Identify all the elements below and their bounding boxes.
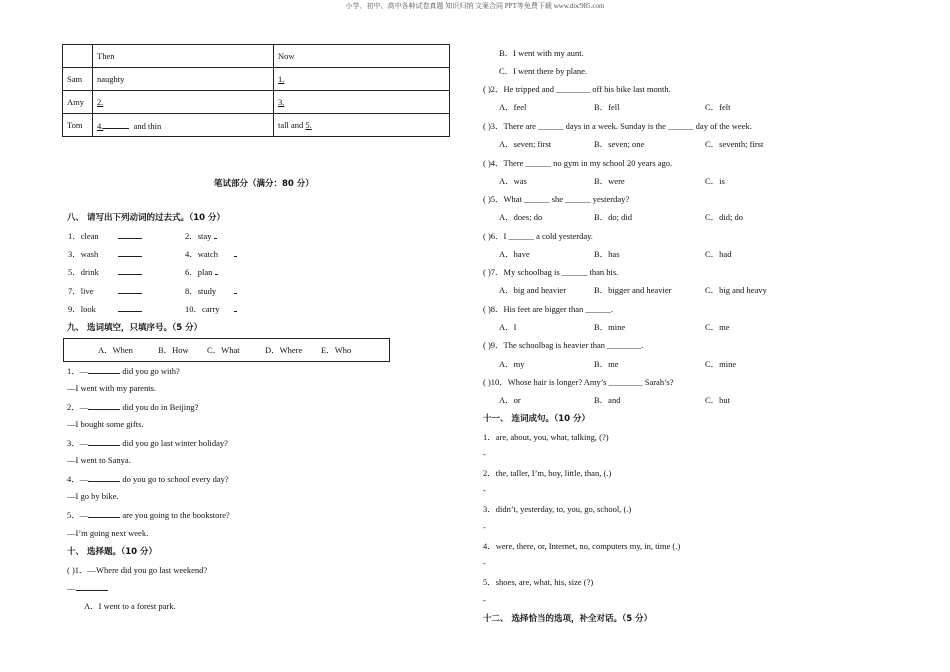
table-cell: Then	[93, 45, 274, 68]
dialogue-line: —I go by bike.	[67, 491, 119, 501]
table-cell	[63, 45, 93, 68]
blank-1[interactable]: 1.	[278, 74, 285, 84]
question: ( )7．My schoolbag is ______ than his.	[483, 267, 619, 277]
blank-4[interactable]: 4.	[97, 120, 104, 131]
option: C．mine	[705, 359, 737, 369]
section-9-title: 九、 选词填空，只填序号。（5 分）	[67, 323, 203, 333]
sentence-item: 2．the, taller, I’m, boy, little, than, (.)	[483, 468, 612, 478]
option: B．and	[594, 395, 621, 405]
verb-item: 9．look	[68, 304, 96, 314]
option: A．seven; first	[499, 139, 552, 149]
question: ( )2．He tripped and ________ off his bike last month.	[483, 84, 671, 94]
answer-line: -	[483, 558, 486, 568]
option: E．Who	[321, 345, 352, 355]
option: C．me	[705, 322, 730, 332]
answer-blank[interactable]	[118, 303, 142, 312]
option: B．do; did	[594, 212, 633, 222]
table-cell: naughty	[93, 68, 274, 91]
table-cell	[93, 91, 274, 114]
option: B．me	[594, 359, 619, 369]
dialogue-line: —I went with my parents.	[67, 383, 156, 393]
question: ( )1．—Where did you go last weekend?	[67, 565, 208, 575]
dialogue-line: 5．— are you going to the bookstore?	[67, 510, 230, 520]
option: C．did; do	[705, 212, 744, 222]
verb-item: 1．clean	[68, 231, 99, 241]
dialogue-line: —I’m going next week.	[67, 528, 149, 538]
option: A．big and heavier	[499, 285, 567, 295]
option: D．Where	[265, 345, 303, 355]
blank-5[interactable]: 5.	[305, 120, 312, 130]
section-11-title: 十一、 连词成句。（10 分）	[483, 414, 590, 424]
sentence-item: 5．shoes, are, what, his, size (?)	[483, 577, 594, 587]
verb-item: 10．carry	[185, 304, 220, 314]
blank-2[interactable]: 2.	[97, 97, 104, 107]
dialogue-line: 1．— did you go with?	[67, 366, 180, 376]
option: C．is	[705, 176, 725, 186]
answer-blank[interactable]	[118, 248, 142, 257]
option: B．seven; one	[594, 139, 645, 149]
table-row	[63, 45, 450, 68]
option: C．seventh; first	[705, 139, 764, 149]
option: B．fell	[594, 102, 620, 112]
answer-line: —	[67, 582, 108, 593]
sentence-item: 4．were, there, or, Internet, no, computers my, in, time (.)	[483, 541, 681, 551]
written-section-title: 笔试部分（满分：80 分）	[214, 179, 314, 189]
option: A．or	[499, 395, 521, 405]
verb-item: 3．wash	[68, 249, 99, 259]
cell-text: and thin	[133, 120, 162, 131]
section-12-title: 十二、 选择恰当的选项，补全对话。（5 分）	[483, 614, 653, 624]
answer-blank[interactable]	[118, 285, 142, 294]
table-cell: Amy	[63, 91, 93, 114]
option: B．has	[594, 249, 620, 259]
option: B．bigger and heavier	[594, 285, 672, 295]
option: A．feel	[499, 102, 527, 112]
table-cell: Sam	[63, 68, 93, 91]
table-cell	[274, 114, 450, 137]
verb-item: 4．watch	[185, 249, 219, 259]
table-cell: Now	[274, 45, 450, 68]
dialogue-line: 4．— do you go to school every day?	[67, 474, 229, 484]
page-header: 小学、初中、高中各种试卷真题 知识归纳 文案合同 PPT等免费下载 www.doc985.com	[345, 2, 605, 10]
section-10-title: 十、 选择题。（10 分）	[67, 547, 157, 557]
dialogue-line: —I bought some gifts.	[67, 419, 144, 429]
answer-line: -	[483, 595, 486, 605]
table-row	[63, 114, 450, 137]
option: A．I	[499, 322, 517, 332]
blank-line	[103, 120, 129, 129]
question: ( )10．Whose hair is longer? Amy’s ________ Sarah’s?	[483, 377, 674, 387]
verb-item: 8．study	[185, 286, 217, 296]
option: C．big and heavy	[705, 285, 767, 295]
word-bank-box	[63, 338, 390, 362]
question: ( )4．There ______ no gym in my school 20 years ago.	[483, 158, 673, 168]
option: C．had	[705, 249, 732, 259]
answer-blank[interactable]	[118, 266, 142, 275]
table-cell	[274, 68, 450, 91]
answer-line: -	[483, 449, 486, 459]
table-cell	[93, 114, 274, 137]
sentence-item: 1．are, about, you, what, talking, (?)	[483, 432, 609, 442]
answer-line: -	[483, 522, 486, 532]
answer-blank[interactable]	[76, 582, 108, 591]
question: ( )5．What ______ she ______ yesterday?	[483, 194, 630, 204]
sentence-item: 3．didn’t, yesterday, to, you, go, school, (.)	[483, 504, 632, 514]
option: A．When	[98, 345, 133, 355]
question: ( )9．The schoolbag is heavier than ________.	[483, 340, 644, 350]
blank-3[interactable]: 3.	[278, 97, 285, 107]
answer-blank[interactable]	[118, 230, 142, 239]
answer-blank[interactable]	[88, 401, 120, 410]
option: A．have	[499, 249, 530, 259]
verb-item: 5．drink	[68, 267, 99, 277]
then-now-table	[62, 44, 450, 137]
option: A．my	[499, 359, 525, 369]
answer-blank[interactable]	[88, 365, 120, 374]
table-cell: Tom	[63, 114, 93, 137]
answer-blank[interactable]	[88, 473, 120, 482]
cell-text: tall and	[278, 120, 306, 130]
option: B．were	[594, 176, 625, 186]
option: A．was	[499, 176, 527, 186]
verb-item: 6．plan	[185, 266, 218, 278]
verb-item: 7．live	[68, 286, 94, 296]
table-row	[63, 68, 450, 91]
question: ( )3．There are ______ days in a week. Sunday is the ______ day of the week.	[483, 121, 752, 131]
dialogue-line: 2．— did you do in Beijing?	[67, 402, 199, 412]
option: C．felt	[705, 102, 731, 112]
option: A．I went to a forest park.	[84, 601, 176, 611]
question: ( )8．His feet are bigger than ______.	[483, 304, 614, 314]
option: B．How	[158, 345, 189, 355]
question: ( )6．I ______ a cold yesterday.	[483, 231, 593, 241]
dialogue-line: 3．— did you go last winter holiday?	[67, 438, 228, 448]
answer-line: -	[483, 485, 486, 495]
option: B．I went with my aunt.	[499, 48, 584, 58]
answer-blank[interactable]	[88, 437, 120, 446]
dialogue-line: —I went to Sanya.	[67, 455, 131, 465]
option: C．I went there by plane.	[499, 66, 588, 76]
verb-item: 2．stay	[185, 230, 217, 242]
section-8-title: 八、 请写出下列动词的过去式。（10 分）	[67, 213, 225, 223]
option: C．What	[207, 345, 240, 355]
answer-blank[interactable]	[88, 509, 120, 518]
option: C．but	[705, 395, 731, 405]
option: A．does; do	[499, 212, 543, 222]
table-cell	[274, 91, 450, 114]
option: B．mine	[594, 322, 626, 332]
table-row	[63, 91, 450, 114]
